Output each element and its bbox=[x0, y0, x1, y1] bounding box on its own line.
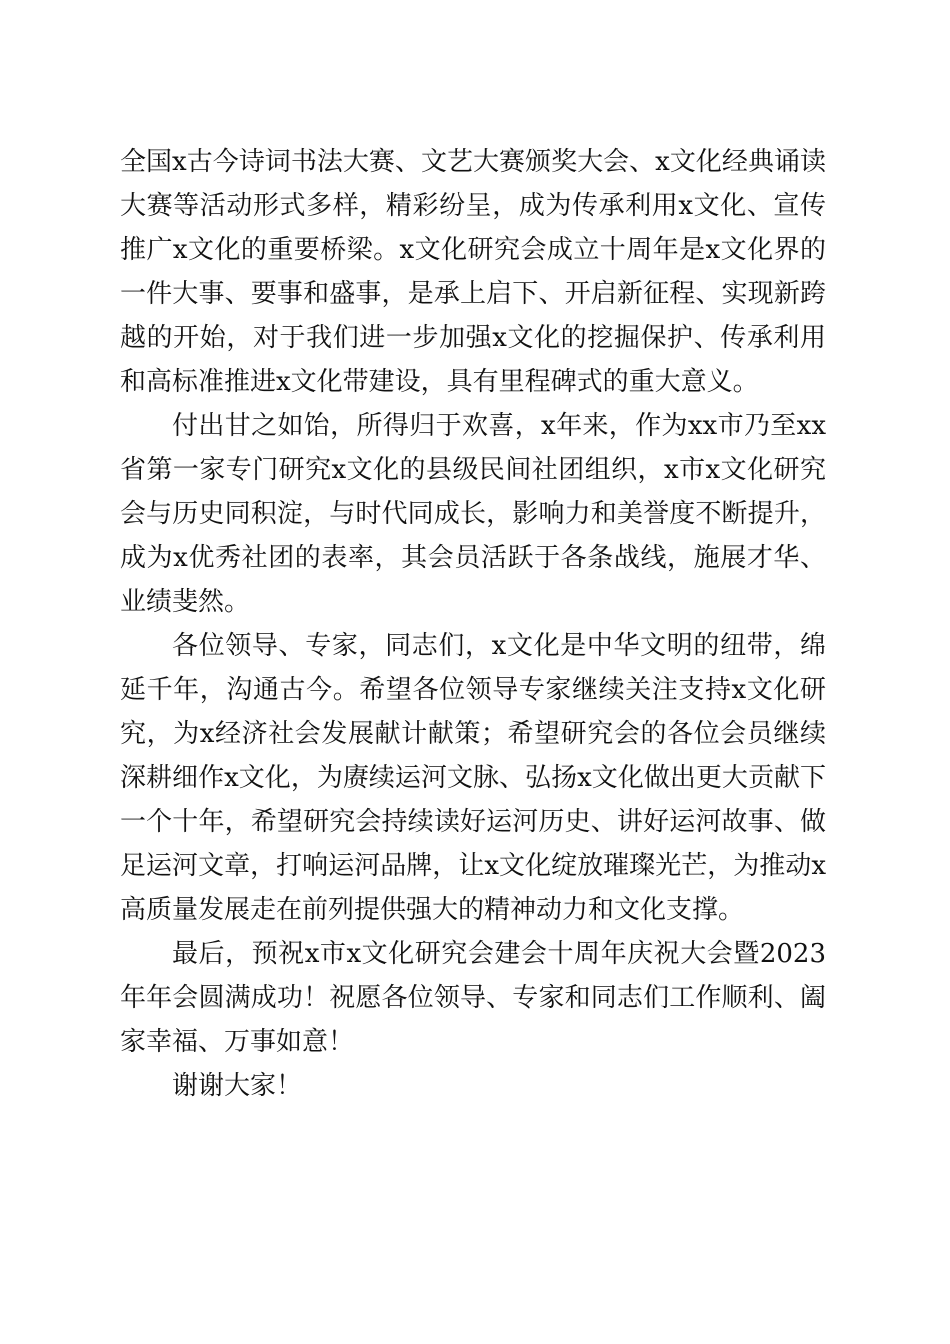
paragraph-thanks: 谢谢大家！ bbox=[172, 1071, 303, 1101]
paragraph-hopes: 各位领导、专家，同志们，x文化是中华文明的纽带，绵延千年，沟通古今。希望各位领导专家继续关注支持x文化研究，为x经济社会发展献计献策；希望研究会的各位会员继续深耕细作x文化，为赓续运河文脉、弘扬x文化做出更大贡献下一个十年，希望研究会持续读好运河历史、讲好运河故事、做足运河文章，打响运河品牌，让x文化绽放璀璨光芒，为推动x高质量发展走在前列提供强大的精神动力和文化支撑。 bbox=[120, 631, 826, 925]
paragraph-wishes: 最后，预祝x市x文化研究会建会十周年庆祝大会暨2023年年会圆满成功！祝愿各位领导、专家和同志们工作顺利、阖家幸福、万事如意！ bbox=[120, 939, 826, 1057]
document-body bbox=[120, 140, 826, 1108]
paragraph-continuation: 全国x古今诗词书法大赛、文艺大赛颁奖大会、x文化经典诵读大赛等活动形式多样，精彩纷呈，成为传承利用x文化、宣传推广x文化的重要桥梁。x文化研究会成立十周年是x文化界的一件大事、要事和盛事，是承上启下、开启新征程、实现新跨越的开始，对于我们进一步加强x文化的挖掘保护、传承利用和高标准推进x文化带建设，具有里程碑式的重大意义。 bbox=[120, 147, 826, 397]
paragraph-achievements: 付出甘之如饴，所得归于欢喜，x年来，作为xx市乃至xx省第一家专门研究x文化的县级民间社团组织，x市x文化研究会与历史同积淀，与时代同成长，影响力和美誉度不断提升，成为x优秀社团的表率，其会员活跃于各条战线，施展才华、业绩斐然。 bbox=[120, 411, 826, 617]
